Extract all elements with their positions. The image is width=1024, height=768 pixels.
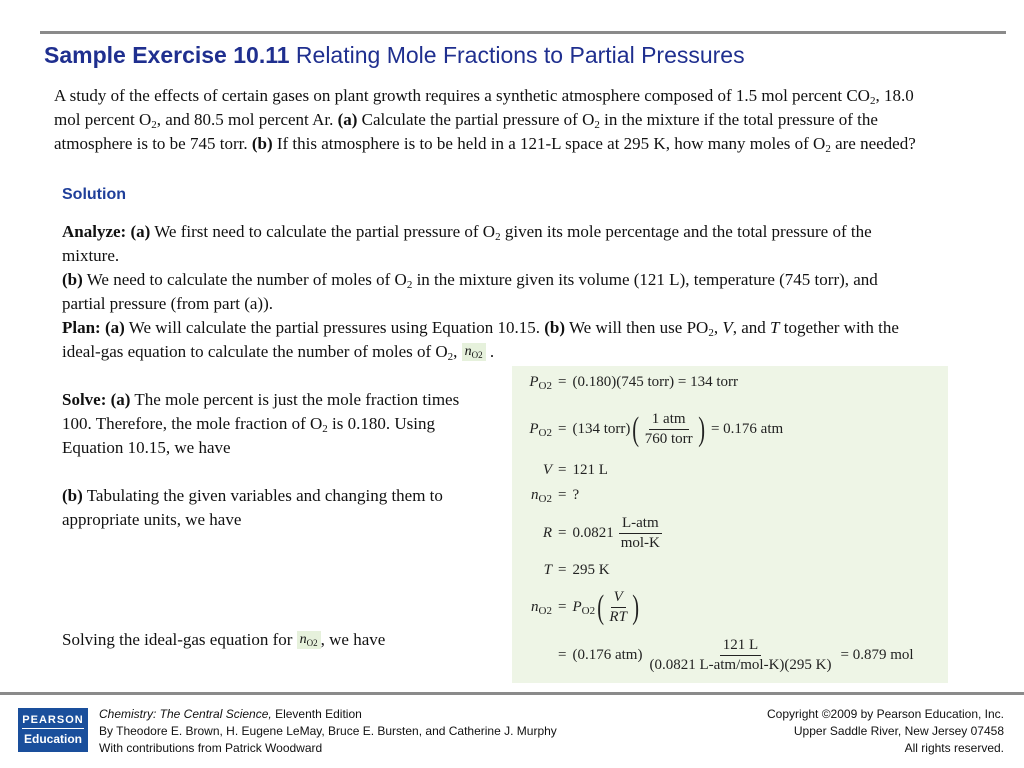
right-paren: ) [632,588,639,626]
logo-bottom-text: Education [23,732,82,746]
subscript: 2 [478,350,483,360]
n-symbol: n [464,344,472,359]
p-o2-term [572,599,595,616]
part-a-label: (a) [337,110,358,129]
solve-a-section [62,388,492,460]
solve-text: Tabulating the given variables and changing them to appropriate units, we have [62,486,443,529]
o-symbol: O [538,427,547,439]
plan-text: We will calculate the partial pressures using Equation 10.15. [124,318,545,337]
lhs-t: T [543,562,552,578]
equals-sign: = [558,421,567,437]
eq-term: 0.0821 [572,525,614,541]
n-symbol: n [531,599,539,615]
subscript: 2 [825,143,831,155]
plan-label: Plan: [62,318,101,337]
eq-gas-constant [512,514,663,553]
eq-result: = 0.879 mol [840,647,914,663]
analyze-section [62,220,912,364]
problem-text: are needed? [830,134,916,153]
book-contributions: With contributions from Patrick Woodward [99,741,323,755]
eq-moles-unknown [512,487,579,504]
denominator: RT [609,609,627,625]
numerator: 1 atm [649,410,689,430]
subscript: 2 [406,279,413,291]
analyze-text: in the mixture given its volume (121 L), temperature (745 torr), and partial pressure (from part (a)). [62,270,878,313]
footer-copyright [767,706,1004,757]
p-symbol: P [529,421,539,437]
lhs-p-o2 [512,421,552,438]
plan-text: , [713,318,723,337]
part-b-label: (b) [251,134,273,153]
analyze-text: given its mole percentage and the total pressure of the mixture. [62,222,872,265]
subscript: 2 [594,119,600,131]
part-b-label: (b) [544,318,566,337]
lhs-n-o2 [512,599,552,616]
var-v: V [722,318,733,337]
fraction [642,410,696,449]
lhs-v: V [542,462,552,478]
eq-volume [512,462,608,479]
lhs-r: R [542,525,552,541]
subscript: 2 [589,605,596,617]
subscript: 2 [708,327,714,339]
denominator: (0.0821 L-atm/mol-K)(295 K) [649,657,832,673]
title-bold: Sample Exercise 10.11 [44,42,290,68]
numerator: 121 L [720,636,761,656]
part-a-label: (a) [130,222,151,241]
var-t: T [770,318,780,337]
subscript: 2 [322,423,328,435]
bottom-rule [0,692,1024,695]
equals-sign: = [558,599,567,615]
book-authors: By Theodore E. Brown, H. Eugene LeMay, Bruce E. Bursten, and Catherine J. Murphy [99,724,557,738]
solve-text: The mole percent is just the mole fraction times 100. Therefore, the mole fraction of O [62,390,460,433]
subscript: 2 [495,231,501,243]
logo-top-text: PEARSON [22,708,84,729]
solve-b-section [62,484,502,532]
left-paren: ( [632,410,640,448]
p-symbol: P [529,374,539,390]
eq-moles-result [512,636,914,675]
part-a-label: (a) [110,390,131,409]
equals-sign: = [558,487,567,503]
plan-text: together with the ideal-gas equation to calculate the number of moles of O [62,318,899,361]
eq-rhs: (0.180)(745 torr) = 134 torr [572,374,738,390]
subscript: 2 [151,119,157,131]
problem-text: If this atmosphere is to be held in a 121-L space at 295 K, how many moles of O [272,134,826,153]
lhs-n-o2 [512,487,552,504]
eq-term: (0.176 atm) [572,647,643,663]
subscript: 2 [546,380,552,392]
solving-line [62,628,502,652]
o-symbol: O [306,638,314,648]
slide-title [44,42,745,69]
analyze-text: We first need to calculate the partial pressure of O [150,222,496,241]
plan-text: We will then use PO [565,318,709,337]
solve-text: is 0.180. Using Equation 10.15, we have [62,414,435,457]
rights-line: All rights reserved. [904,741,1004,755]
denominator: 760 torr [644,431,693,447]
fraction [606,588,630,627]
eq-rhs: ? [572,487,580,503]
eq-rhs: 121 L [572,462,608,478]
subscript: 2 [546,427,552,439]
equals-sign: = [558,525,567,541]
math-panel [512,366,948,683]
o-symbol: O [471,350,479,360]
book-edition: Eleventh Edition [271,707,362,721]
n-o2-symbol [297,631,321,649]
footer-book-info [99,706,557,757]
o-symbol: O [581,605,590,617]
problem-text: in the mixture if the total pressure of the atmosphere is to be 745 torr. [54,110,878,153]
subscript: 2 [546,605,552,617]
subscript: 2 [447,351,454,363]
equals-sign: = [558,647,567,663]
eq-rhs: 295 K [572,562,610,578]
n-symbol: n [299,632,307,647]
book-title: Chemistry: The Central Science, [99,707,272,721]
numerator: V [611,588,626,608]
problem-statement [54,84,934,156]
lhs-p-o2 [512,374,552,391]
part-b-label: (b) [62,486,83,505]
subscript: 2 [546,493,552,505]
analyze-label: Analyze: [62,222,127,241]
numerator: L-atm [619,514,662,534]
eq-partial-pressure [512,374,738,391]
eq-term: (134 torr) [572,421,631,437]
eq-result: = 0.176 atm [710,421,784,437]
left-paren: ( [597,588,605,626]
solution-heading: Solution [62,186,126,203]
plan-text: , and [732,318,770,337]
eq-conversion [512,410,783,449]
fraction [646,636,834,675]
problem-text: Calculate the partial pressure of O [357,110,595,129]
copyright-line: Copyright ©2009 by Pearson Education, Inc. [767,707,1004,721]
fraction [618,514,663,553]
o-symbol: O [538,493,547,505]
problem-text: A study of the effects of certain gases on plant growth requires a synthetic atmosphere composed of 1.5 mol percent CO [54,86,870,105]
pearson-logo [18,708,88,752]
subscript: 2 [869,95,876,107]
analyze-text: We need to calculate the number of moles of O [82,270,407,289]
plan-text: . [489,342,495,361]
subscript: 2 [313,638,318,648]
right-paren: ) [697,410,705,448]
problem-text: , 18.0 mol percent O [54,86,914,129]
top-rule [40,31,1006,34]
title-rest: Relating Mole Fractions to Partial Pressures [295,42,745,68]
part-b-label: (b) [62,270,83,289]
equals-sign: = [558,462,567,478]
equals-sign: = [558,562,567,578]
o-symbol: O [538,380,547,392]
solving-text: , we have [320,630,386,649]
eq-ideal-gas [512,588,641,627]
part-a-label: (a) [104,318,125,337]
plan-text: , [453,342,458,361]
solve-label: Solve: [62,390,107,409]
p-symbol: P [572,599,582,615]
book-title-line [99,706,557,723]
n-o2-symbol [462,343,486,361]
o-symbol: O [538,605,547,617]
address-line: Upper Saddle River, New Jersey 07458 [793,724,1004,738]
eq-temperature [512,562,610,579]
n-symbol: n [531,487,539,503]
denominator: mol-K [620,535,660,551]
solving-text: Solving the ideal-gas equation for [62,630,293,649]
problem-text: , and 80.5 mol percent Ar. [156,110,338,129]
equals-sign: = [558,374,567,390]
